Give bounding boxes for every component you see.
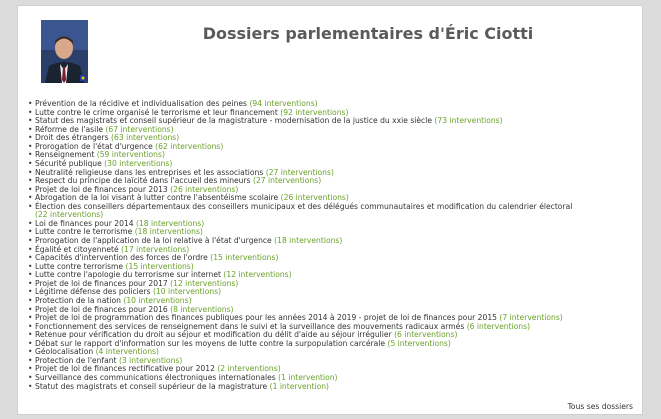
interventions-count-link[interactable]: (26 interventions) bbox=[278, 193, 349, 203]
dossier-item bbox=[28, 203, 634, 220]
interventions-count-link[interactable]: (27 interventions) bbox=[263, 167, 334, 177]
dossier-title[interactable]: Élection des conseillers départementaux des conseillers municipaux et des délégués communautaires et modification du calendrier électoral bbox=[35, 201, 573, 211]
deputy-portrait bbox=[41, 20, 88, 83]
interventions-count-link[interactable]: (30 interventions) bbox=[101, 158, 173, 168]
dossier-title[interactable]: Statut des magistrats et conseil supérieur de la magistrature - modernisation de la justice du xxie siècle bbox=[35, 116, 433, 126]
dossier-item bbox=[28, 383, 634, 392]
interventions-count-link[interactable]: (12 interventions) bbox=[220, 270, 292, 280]
dossier-title[interactable]: Prévention de la récidive et individualisation des peines bbox=[35, 99, 248, 108]
interventions-count-link[interactable]: (73 interventions) bbox=[432, 116, 503, 126]
dossier-title[interactable]: Débat sur le rapport d'information sur les moyens de lutte contre la surpopulation carcérale bbox=[35, 338, 386, 348]
interventions-count-link[interactable]: (67 interventions) bbox=[103, 124, 174, 134]
interventions-count-link[interactable]: (62 interventions) bbox=[152, 141, 224, 151]
dossier-title[interactable]: Protection de la nation bbox=[35, 295, 121, 305]
portrait-image bbox=[41, 20, 88, 83]
dossier-list bbox=[28, 100, 634, 391]
dossier-title[interactable]: Prorogation de l'application de la loi relative à l'état d'urgence bbox=[35, 236, 272, 245]
dossier-title[interactable]: Réforme de l'asile bbox=[35, 124, 104, 134]
interventions-count-link[interactable]: (3 interventions) bbox=[116, 355, 183, 365]
page-title: Dossiers parlementaires d'Éric Ciotti bbox=[202, 24, 534, 43]
interventions-count-link[interactable]: (22 interventions) bbox=[35, 210, 104, 220]
interventions-count-link[interactable]: (17 interventions) bbox=[118, 244, 190, 254]
dossier-title[interactable]: Projet de loi de finances rectificative pour 2012 bbox=[35, 364, 215, 374]
interventions-count-link[interactable]: (6 interventions) bbox=[391, 330, 458, 340]
dossier-title[interactable]: Lutte contre l'apologie du terrorisme sur internet bbox=[35, 270, 221, 280]
dossier-title[interactable]: Respect du principe de laïcité dans l'accueil des mineurs bbox=[35, 176, 251, 186]
interventions-count-link[interactable]: (10 interventions) bbox=[150, 287, 222, 297]
dossier-title[interactable]: Sécurité publique bbox=[35, 158, 102, 168]
dossier-title[interactable]: Droit des étrangers bbox=[35, 133, 109, 143]
dossier-title[interactable]: Surveillance des communications électroniques internationales bbox=[35, 373, 276, 382]
dossier-title[interactable]: Projet de loi de finances pour 2016 bbox=[35, 304, 168, 314]
dossier-title[interactable]: Égalité et citoyenneté bbox=[35, 244, 119, 254]
interventions-count-link[interactable]: (94 interventions) bbox=[247, 99, 318, 108]
all-dossiers-link[interactable]: Tous ses dossiers bbox=[567, 402, 633, 411]
interventions-count-link[interactable]: (18 interventions) bbox=[132, 227, 203, 237]
dossier-title[interactable]: Lutte contre terrorisme bbox=[35, 261, 124, 271]
interventions-count-link[interactable]: (27 interventions) bbox=[250, 176, 322, 186]
interventions-count-link[interactable]: (15 interventions) bbox=[123, 261, 194, 271]
dossier-title[interactable]: Loi de finances pour 2014 bbox=[35, 218, 134, 228]
dossier-title[interactable]: Projet de loi de finances pour 2017 bbox=[35, 278, 168, 288]
dossiers-panel bbox=[17, 5, 643, 415]
interventions-count-link[interactable]: (26 interventions) bbox=[167, 184, 239, 194]
dossier-title[interactable]: Légitime défense des policiers bbox=[35, 287, 151, 297]
interventions-count-link[interactable]: (12 interventions) bbox=[167, 278, 239, 288]
dossier-title[interactable]: Projet de loi de programmation des finances publiques pour les années 2014 à 2019 - projet de loi de finances pour 2015 bbox=[35, 313, 497, 323]
dossier-title[interactable]: Capacités d'intervention des forces de l'ordre bbox=[35, 253, 208, 263]
dossier-title[interactable]: Lutte contre le terrorisme bbox=[35, 227, 133, 237]
interventions-count-link[interactable]: (15 interventions) bbox=[207, 253, 279, 263]
interventions-count-link[interactable]: (63 interventions) bbox=[108, 133, 180, 143]
interventions-count-link[interactable]: (92 interventions) bbox=[277, 107, 349, 117]
dossier-title[interactable]: Statut des magistrats et conseil supérieur de la magistrature bbox=[35, 381, 268, 391]
dossier-title[interactable]: Prorogation de l'état d'urgence bbox=[35, 141, 153, 151]
interventions-count-link[interactable]: (2 interventions) bbox=[214, 364, 281, 374]
interventions-count-link[interactable]: (1 intervention) bbox=[275, 373, 338, 382]
interventions-count-link[interactable]: (8 interventions) bbox=[167, 304, 234, 314]
dossier-title[interactable]: Retenue pour vérification du droit au séjour et modification du délit d'aide au séjour irrégulier bbox=[35, 330, 392, 340]
interventions-count-link[interactable]: (10 interventions) bbox=[120, 295, 192, 305]
interventions-count-link[interactable]: (5 interventions) bbox=[385, 338, 451, 348]
dossier-title[interactable]: Protection de l'enfant bbox=[35, 355, 117, 365]
interventions-count-link[interactable]: (18 interventions) bbox=[271, 236, 343, 245]
interventions-count-link[interactable]: (59 interventions) bbox=[94, 150, 165, 160]
dossier-title[interactable]: Neutralité religieuse dans les entreprises et les associations bbox=[35, 167, 264, 177]
dossier-title[interactable]: Lutte contre le crime organisé le terrorisme et leur financement bbox=[35, 107, 278, 117]
interventions-count-link[interactable]: (7 interventions) bbox=[497, 313, 563, 323]
interventions-count-link[interactable]: (18 interventions) bbox=[133, 218, 205, 228]
interventions-count-link[interactable]: (6 interventions) bbox=[464, 321, 531, 331]
dossier-title[interactable]: Abrogation de la loi visant à lutter contre l'absentéisme scolaire bbox=[35, 193, 279, 203]
interventions-count-link[interactable]: (1 intervention) bbox=[267, 381, 330, 391]
dossier-title[interactable]: Renseignement bbox=[35, 150, 95, 160]
dossier-title[interactable]: Fonctionnement des services de renseignement dans le suivi et la surveillance des mouvements radicaux armés bbox=[35, 321, 465, 331]
interventions-count-link[interactable]: (4 interventions) bbox=[93, 347, 159, 357]
dossier-title[interactable]: Géolocalisation bbox=[35, 347, 94, 357]
dossier-title[interactable]: Projet de loi de finances pour 2013 bbox=[35, 184, 168, 194]
